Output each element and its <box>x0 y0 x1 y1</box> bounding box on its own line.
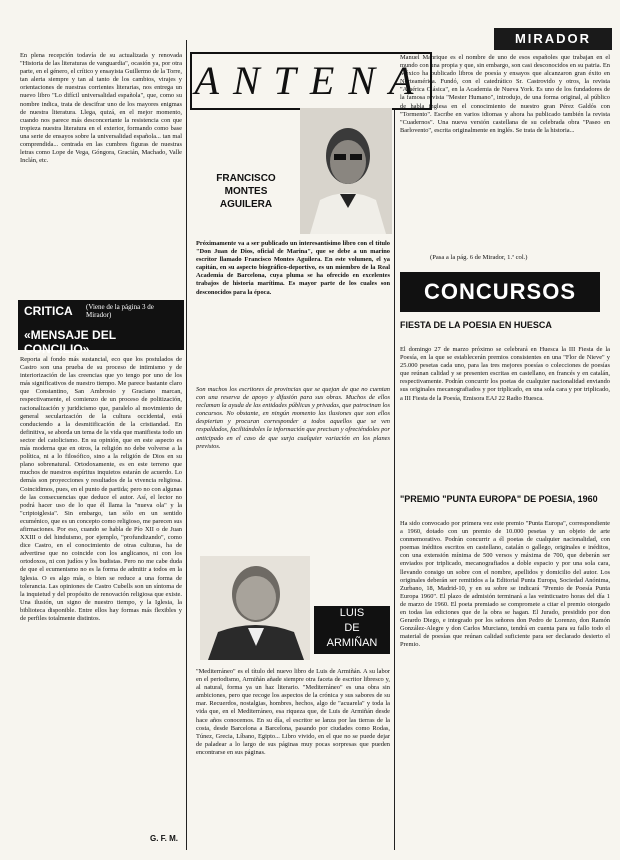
critica-banner <box>18 300 184 356</box>
critica-article: Reporta al fondo más sustancial, eco que los postulados de Castro son una prueba de su proceso de intimismo y de interiorización de las creencias que yo tengo por uno de los más significativos de nuestro tiempo. Me parece bastante claro que Constantino, San Ambrosio y Graciano marcan, respectivamente, el comienzo de un proceso de politización, racionalización y juridicismo que, paralelo al movimiento de general secularización de la cultura occidental, está conduciendo a la desmitificación de la cristiandad. En definitiva, se aborda un tema de la vida que manifiesta todo un sector del catolicismo. En su opinión, que en este aspecto es más moderna que en otros, la religión no debe volverse a la política, ni a lo filosófico, sino a la religión de Dios en su plano sobrenatural. Ortodoxamente, es en este terreno que muchos de nuestros espíritus inquietos estarán de acuerdo. Lo demás son proyecciones y resultados de la vivencia religiosa. Coincidimos, pues, en el punto de partida; pero no con algunas de las consecuencias que deduce el autor. Así, el lector no podrá hacer uso de lo que él llama la "nueva ola" y la "criptoiglesia". Sin embargo, tan sólo en un sentido ecuménico, que es un concepto como religioso, me parecen sus afirmaciones. Por eso, cuando se habla de Pío XII o de Juan XXIII o del hinduismo, por ejemplo, "profundizando", como dice Castro, en el conocimiento de otras culturas, ha de advertirse que no coincide con los anglicanos, ni con los ortodoxos, ni con judíos y los budistas. Pero no me cabe duda de que el ecumenismo no es la forma de admitir a todos en la Iglesia. O es algo más, o bien se reduce a una forma de tolerancia. Las opiniones de Castro Cubells son un síntoma de la inquietud y del propósito de renovación religiosa que existe. Una ilusión, un signo de nuestro tiempo, y la Iglesia, la biblioteca disponible. Entre ellos hay formas más flexibles y de perfiles totalmente distintos. <box>20 356 182 622</box>
editorial-note: Son muchos los escritores de provincias que se quejan de que no cuentan con una reserva de apoyo y difusión para sus obras. Muchos de ellos reclaman la ayuda de las entidades públicas y privadas, que patrocinan los concursos. No obstante, en ningún momento las ilusiones que son ellos despiertan y procuran corresponder a todos aquellos que se ven respaldados, facilitándoles la información que precisan y ofreciéndoles por anticipado en el caso de que surja cualquier variación en los planes previstos. <box>196 386 390 450</box>
name-line: MONTES <box>224 186 268 197</box>
concursos-banner: CONCURSOS <box>400 272 600 312</box>
signature: G. F. M. <box>150 834 178 843</box>
column-divider-left <box>186 40 187 850</box>
fiesta-heading: FIESTA DE LA POESIA EN HUESCA <box>400 320 552 330</box>
name-line: LUIS <box>339 607 365 619</box>
name-line: ARMIÑAN <box>326 637 378 649</box>
premio-article: Ha sido convocado por primera vez este premio "Punta Europa", correspondiente a 1960, dotado con un premio de 10.000 pesetas y un objeto de arte conmemorativo. Podrán concurrir a él poetas de cualquier nacionalidad, con poemas inéditos escritos en castellano, catalán o gallego, originales e inéditos, con una extensión mínima de 500 versos y máxima de 700, que deberán ser enviados por triplicado, mecanografiados a doble espacio y por una sola cara, llevando consigo un sobre con el nombre, apellidos y domicilio del autor. Los originales deberán ser remitidos a la Editorial Punta Europa, Sociedad Anónima, Zurbano, 18, Madrid-10, y en su sobre se indicará "Premio de Poesía Punta Europa 1960". El plazo de admisión terminará a las veinticuatro horas del día 1 de marzo de 1960. El poeta premiado se compromete a citar el premio otorgado en todas las ediciones que de la obra se hagan. El Jurado, presidido por don Gerardo Diego, e integrado por los señores don Pedro de Lorenzo, don Ramón González-Alegre y don Carlos Murciano, tendrá en cuenta para su fallo todo el material de poesías que reúnan calidad suficiente para ser declarado desierto el Premio. <box>400 520 610 649</box>
critica-note: (Viene de la página 3 de Mirador) <box>86 303 154 319</box>
intro-article: En plena recepción todavía de su actualizada y renovada "Historia de las literaturas de vanguardia", ocasión ya, por otra parte, en el género, el crítico y ensayista Guillermo de la Torre, tan alerta siempre y tan al tanto de los cambios, virajes y orientaciones de nuestras corrientes literarias, nos entrega un nuevo libro "Lo difícil universalidad española", que, como su nombre indica, trata de descifrar uno de los mayores enigmas de nuestra literatura. Llega, quizá, en el mejor momento, cuando nos parece más desconcertante la resistencia con que tropieza nuestra literatura en el exterior, formando como base una serie de ensayos sobre la universalidad española... tan mal comprendida... centrada en las cumbres figuras de nuestras letras como Lope de Vega, Góngora, Gracián, Machado, Valle Inclán, etc. <box>20 52 182 165</box>
section-label: MIRADOR <box>494 28 612 50</box>
portrait-photo-montes <box>300 108 392 234</box>
manrique-article: Manuel Manrique es el nombre de uno de esos españoles que trabajan en el mundo con una propia y que, sin embargo, son casi desconocidos en su patria. En México ha publicado libros de poesía y ensayos que alcanzaron gran éxito en Norteamérica. Fundó, con el catedrático Sr. Castrovido y otros, la revista "América Clásica", en la Academia de Nueva York. Es uno de los fundadores de la famosa revista "Mester Humano", introdujo, de una forma original, al público de habla inglesa en el conocimiento de nuestro gran Pérez Galdós con "Tormento". Escribe en varios idiomas y ahora ha publicado también la revista "Cuadernos". Una nueva versión castellana de su celebrada obra "Paseo en Barlovento", escrita originalmente en inglés. Se trata de la historia... <box>400 54 610 134</box>
montes-article: Próximamente va a ser publicado un interesantísimo libro con el título "Don Juan de Dios, oficial de Marina", que se debe a un marino escritor llamado Francisco Montes Aguilera. En este volumen, el ya capitán, en su aspecto biográfico-deportivo, es un miembro de la Real Academia de Barcelona, cuya pluma se ha ofrecido en excelentes trabajos de historia marítima. Es mayor parte de los cuales son desconocidos para la época. <box>196 240 390 296</box>
name-line: FRANCISCO <box>216 173 276 184</box>
name-line: DE <box>344 622 360 634</box>
continue-note: (Pasa a la pág. 6 de Mirador, 1.ª col.) <box>430 254 528 261</box>
header-box <box>190 52 432 110</box>
page-title: ANTENA <box>194 58 428 103</box>
column-divider-right <box>394 110 395 850</box>
name-line: AGUILERA <box>219 199 273 210</box>
portrait-photo-arminan <box>200 556 310 660</box>
portrait-caption-arminan <box>314 606 390 654</box>
arminan-article: "Mediterráneo" es el título del nuevo libro de Luis de Armiñán. A su labor en el periodismo, Armiñán añade siempre otra faceta de escritor libresco y, al natural, forma ya un haz literario. "Mediterráneo" es una obra sin ambiciones, pero que recoge los aspectos de la crónica y sus sabores de su mar. Recuerdos, nostalgias, hombres, hechos, algo de "acuarela" y toda la vida que, en el Mediterráneo, esa riqueza que, de Luis de Armiñán desde hace años conocemos. En su día, el escritor se lanza por las tierras de la costa, desde Barcelona a Barcelona, pasando por ciudades como Rodas, Túnez, Grecia, Líbano, Egipto... Libro vivido, en el que no se puede dejar de paladear a lo largo de sus páginas muy pocas sorpresas que pueden encontrarse en sus páginas. <box>196 668 390 756</box>
critica-label: CRITICA <box>24 304 73 318</box>
fiesta-article: El domingo 27 de marzo próximo se celebrará en Huesca la III Fiesta de la Poesía, en la que se establecerán premios consistentes en una "Flor de Nieve" y 25.000 pesetas cada uno, para las tres mejores poesías o colecciones de poesías que reúnan calidad y se presenten escritas en castellano, en francés y en catalán, respectivamente. Podrán concurrir los poetas de cualquier nacionalidad enviando sus originales mecanografiados y por triplicado, en una sola cara y por triplicado, a III Fiesta de la Poesía, Emisora EAJ 22 Radio Huesca. <box>400 346 610 402</box>
critica-title: «MENSAJE DEL CONCILIO» <box>24 328 116 356</box>
premio-heading: "PREMIO "PUNTA EUROPA" DE POESIA, 1960 <box>400 494 598 504</box>
portrait-caption-montes <box>198 172 294 211</box>
